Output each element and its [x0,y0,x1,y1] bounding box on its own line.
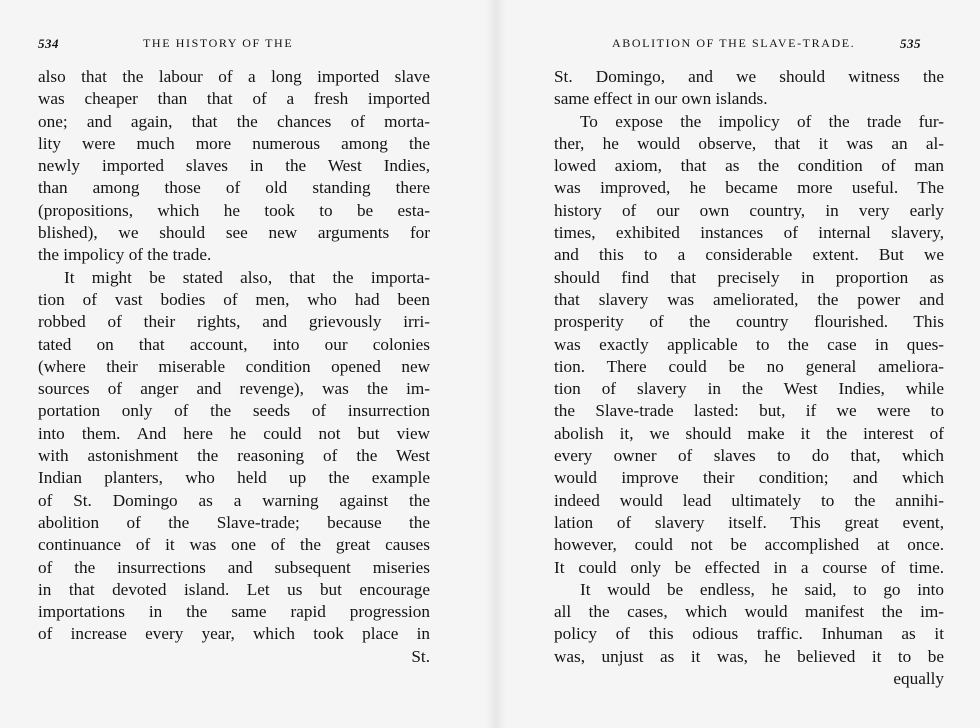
text-line: lation of slavery itself. This great event, [554,512,944,532]
text-line: the Slave-trade lasted: but, if we were to [554,401,944,421]
left-page-text [38,66,430,668]
text-line: same effect in our own islands. [554,89,768,109]
text-line: lowed axiom, that as the condition of man [554,156,944,176]
text-line: (propositions, which he took to be esta- [38,200,430,220]
text-line: ther, he would observe, that it was an al- [554,133,944,153]
text-line: tated on that account, into our colonies [38,334,430,354]
text-line: indeed would lead ultimately to the annihi- [554,490,944,510]
text-line: tion of slavery in the West Indies, while [554,379,944,399]
text-line: was cheaper than that of a fresh imported [38,89,430,109]
text-line: every owner of slaves to do that, which [554,446,944,466]
text-line: portation only of the seeds of insurrection [38,401,430,421]
text-line: lity were much more numerous among the [38,133,430,153]
text-line: robbed of their rights, and grievously irri- [38,312,430,332]
text-line: abolish it, we should make it the interest of [554,423,944,443]
text-line: of increase every year, which took place in [38,624,430,644]
text-line: times, exhibited instances of internal slavery, [554,223,944,243]
text-line: of the insurrections and subsequent miseries [38,557,430,577]
text-line: would improve their condition; and which [554,468,944,488]
text-line: also that the labour of a long imported slave [38,67,430,86]
text-line: Indian planters, who held up the example [38,468,430,488]
text-line: in that devoted island. Let us but encourage [38,579,430,599]
text-line: was exactly applicable to the case in ques- [554,334,944,354]
text-line: prosperity of the country flourished. This [554,312,944,332]
text-line: (where their miserable condition opened new [38,356,430,376]
book-gutter [486,0,506,728]
text-line: equally [893,669,944,689]
text-line: history of our own country, in very early [554,200,944,220]
text-line: and this to a considerable extent. But we [554,245,944,265]
text-line: policy of this odious traffic. Inhuman as it [554,624,944,644]
left-page-number: 534 [38,36,59,51]
text-line: To expose the impolicy of the trade fur- [580,111,944,131]
right-page [506,0,980,728]
text-line: all the cases, which would manifest the im- [554,602,944,622]
left-running-head: THE HISTORY OF THE [143,36,294,50]
text-line: It could only be effected in a course of time. [554,557,944,577]
text-line: newly imported slaves in the West Indies, [38,156,430,176]
left-page [0,0,486,728]
text-line: than among those of old standing there [38,178,430,198]
text-line: one; and again, that the chances of morta- [38,111,430,131]
text-line: should find that precisely in proportion as [554,267,944,287]
text-line: It might be stated also, that the importa- [64,267,430,287]
right-page-text [554,66,944,690]
text-line: of St. Domingo as a warning against the [38,490,430,510]
text-line: that slavery was ameliorated, the power and [554,289,944,309]
text-line: St. [411,646,430,666]
right-page-number: 535 [900,36,921,51]
text-line: importations in the same rapid progression [38,602,430,622]
text-line: tion of vast bodies of men, who had been [38,289,430,309]
text-line: sources of anger and revenge), was the im- [38,379,430,399]
text-line: however, could not be accomplished at once. [554,535,944,555]
text-line: with astonishment the reasoning of the West [38,446,430,466]
text-line: tion. There could be no general ameliora- [554,356,944,376]
text-line: St. Domingo, and we should witness the [554,67,944,86]
text-line: the impolicy of the trade. [38,245,212,265]
text-line: abolition of the Slave-trade; because the [38,512,430,532]
right-running-head: ABOLITION OF THE SLAVE-TRADE. [612,36,856,50]
text-line: was, unjust as it was, he believed it to be [554,646,944,666]
text-line: It would be endless, he said, to go into [580,579,944,599]
text-line: into them. And here he could not but view [38,423,430,443]
text-line: was improved, he became more useful. The [554,178,944,198]
text-line: blished), we should see new arguments for [38,223,430,243]
text-line: continuance of it was one of the great causes [38,535,430,555]
